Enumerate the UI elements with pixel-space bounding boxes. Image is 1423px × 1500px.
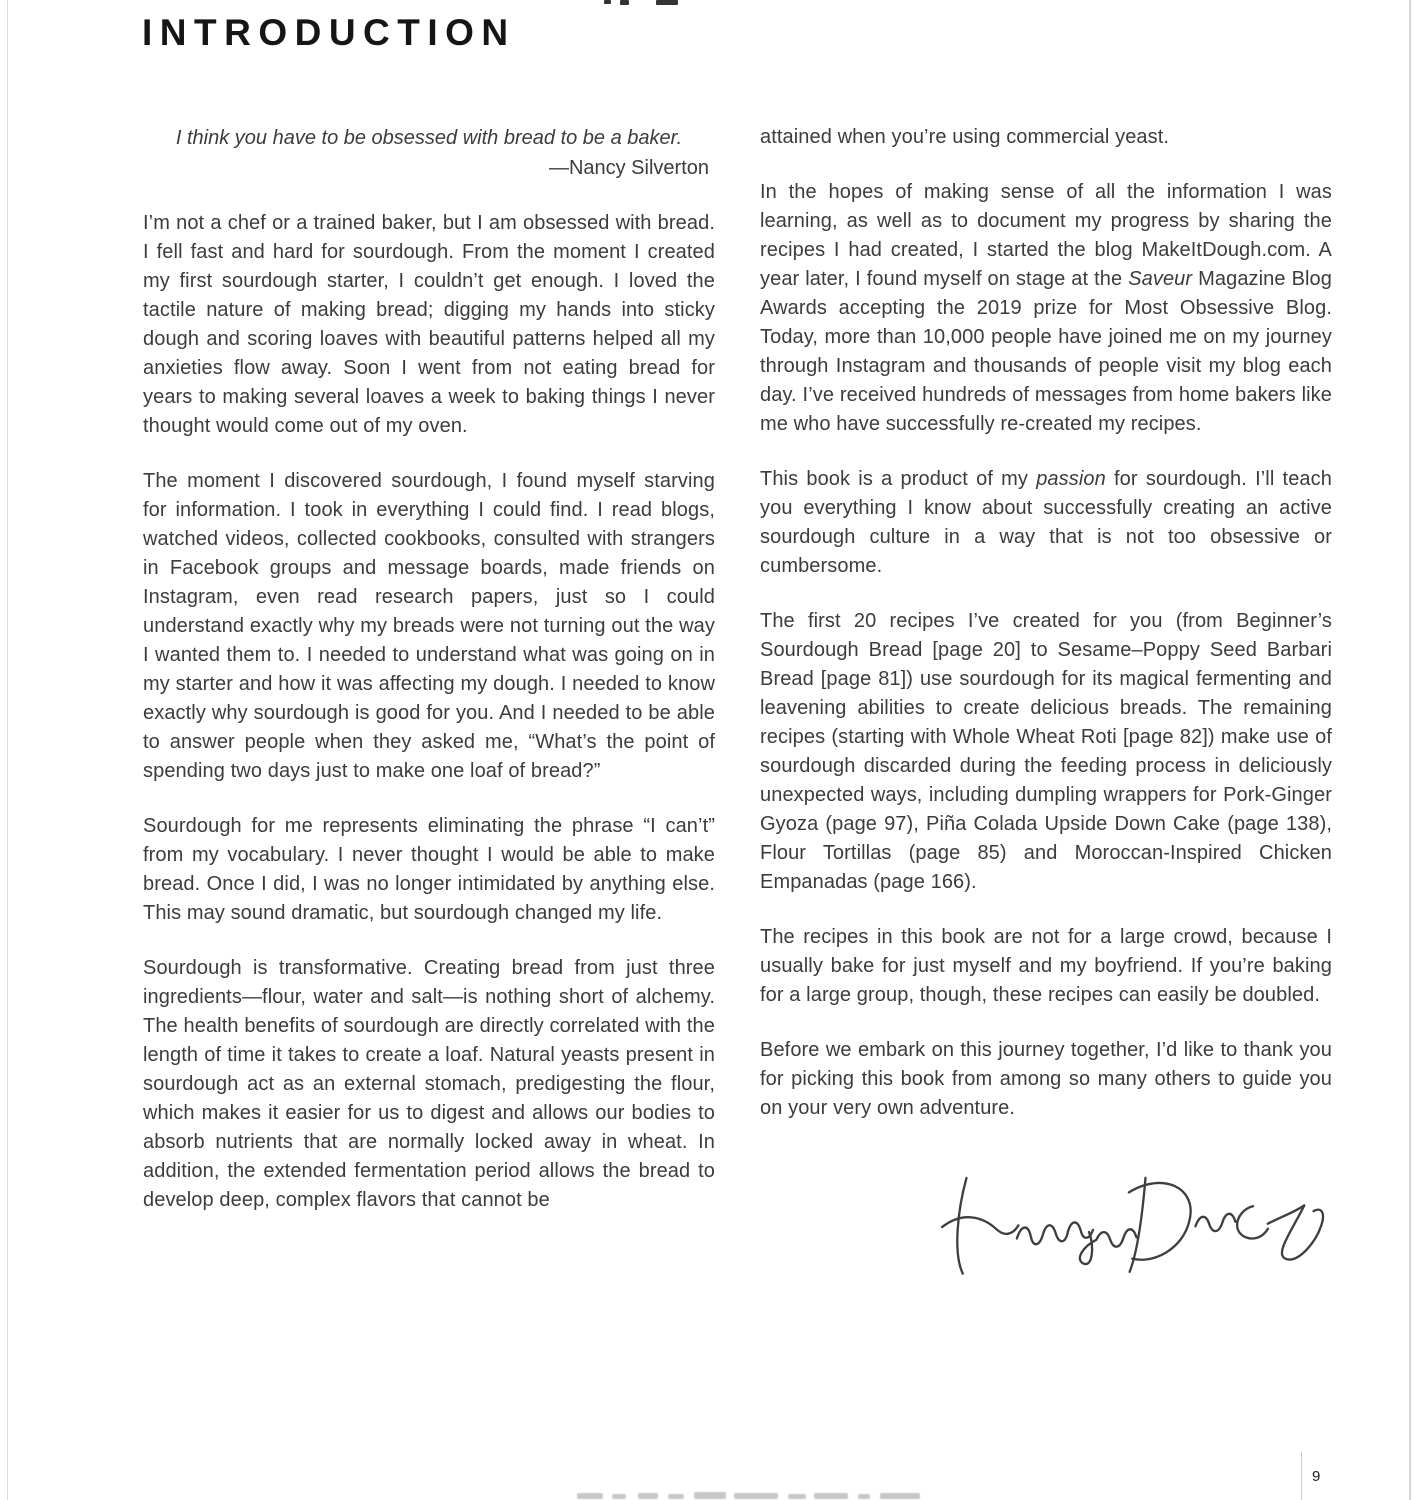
page-edge-left xyxy=(7,0,8,1500)
cropped-text-fragment xyxy=(620,0,629,5)
body-paragraph xyxy=(143,467,715,786)
cropped-footer-fragment xyxy=(612,1494,626,1499)
footer-rule xyxy=(1301,1452,1302,1500)
body-paragraph xyxy=(760,923,1332,1010)
cropped-footer-fragment xyxy=(858,1494,870,1499)
cropped-footer-fragment xyxy=(577,1493,603,1499)
text-run: Sourdough is transformative. Creating bread from just three ingredients—flour, water and salt—is nothing short of alchemy. The health benefits of sourdough are directly correlated with the length of time it takes to create a loaf. Natural yeasts present in sourdough act as an external stomach, predigesting the flour, which makes it easier for us to digest and allows our bodies to absorb nutrients that are normally locked away in wheat. In addition, the extended fermentation period allows the bread to develop deep, complex flavors that cannot be xyxy=(143,957,715,1211)
cropped-text-fragment xyxy=(656,0,678,5)
left-column xyxy=(143,123,715,1241)
right-column-paragraphs xyxy=(760,123,1332,1123)
text-run: The moment I discovered sourdough, I found myself starving for information. I took in everything I could find. I read blogs, watched videos, collected cookbooks, consulted with strangers in Facebook groups and message boards, made friends on Instagram, even read research papers, just so I could understand exactly why my breads were not turning out the way I wanted them to. I needed to understand what was going on in my starter and how it was affecting my dough. I needed to know exactly why sourdough is good for you. And I needed to be able to answer people when they asked me, “What’s the point of spending two days just to make one loaf of bread?” xyxy=(143,470,715,782)
cropped-footer-fragment xyxy=(734,1493,778,1499)
text-run: attained when you’re using commercial yeast. xyxy=(760,126,1170,148)
left-column-paragraphs xyxy=(143,209,715,1215)
right-column xyxy=(760,123,1332,1283)
italic-text-run: passion xyxy=(1036,468,1106,490)
cropped-footer-fragment xyxy=(694,1492,726,1499)
text-run: I’m not a chef or a trained baker, but I am obsessed with bread. I fell fast and hard for sourdough. From the moment I created my first sourdough starter, I couldn’t get enough. I loved the tactile nature of making bread; digging my hands into sticky dough and scoring loaves with beautiful patterns helped all my anxieties flow away. Soon I went from not eating bread for years to making several loaves a week to baking things I never thought would come out of my oven. xyxy=(143,212,715,437)
text-run: The first 20 recipes I’ve created for you (from Beginner’s Sourdough Bread [page 20] to Sesame–Poppy Seed Barbari Bread [page 81]) use sourdough for its magical fermenting and leavening abilities to create delicious breads. The remaining recipes (starting with Whole Wheat Roti [page 82]) make use of sourdough discarded during the feeding process in deliciously unexpected ways, including dumpling wrappers for Pork-Ginger Gyoza (page 97), Piña Colada Upside Down Cake (page 138), Flour Tortillas (page 85) and Moroccan-Inspired Chicken Empanadas (page 166). xyxy=(760,610,1332,893)
body-paragraph xyxy=(760,607,1332,897)
body-paragraph xyxy=(760,1036,1332,1123)
cropped-footer-fragment xyxy=(814,1493,848,1499)
page-edge-right xyxy=(1409,0,1411,1500)
text-run: Before we embark on this journey together, I’d like to thank you for picking this book from among so many others to guide you on your very own adventure. xyxy=(760,1039,1332,1119)
italic-text-run: Saveur xyxy=(1128,268,1193,290)
body-paragraph xyxy=(143,954,715,1215)
body-paragraph xyxy=(760,178,1332,439)
body-paragraph xyxy=(143,209,715,441)
body-paragraph xyxy=(760,123,1332,152)
cropped-text-fragment xyxy=(604,0,611,4)
text-run: Magazine Blog Awards accepting the 2019 prize for Most Obsessive Blog. Today, more than 10,000 people have joined me on my journey through Instagram and thousands of people visit my blog each day. I’ve received hundreds of messages from home bakers like me who have successfully re-created my recipes. xyxy=(760,268,1333,435)
text-run: for sourdough. I’ll teach you everything I know about successfully creating an active sourdough culture in a way that is not too obsessive or cumbersome. xyxy=(760,468,1332,577)
page-title: INTRODUCTION xyxy=(142,12,516,53)
body-paragraph xyxy=(760,465,1332,581)
page-number: 9 xyxy=(1312,1468,1321,1485)
cropped-footer-fragment xyxy=(880,1493,920,1499)
text-run: The recipes in this book are not for a large crowd, because I usually bake for just myself and my boyfriend. If you’re baking for a large group, though, these recipes can easily be doubled. xyxy=(760,926,1332,1006)
text-run: This book is a product of my xyxy=(760,468,1037,490)
author-signature xyxy=(928,1158,1334,1290)
signature-block xyxy=(760,1165,1332,1283)
cropped-footer-fragment xyxy=(788,1494,806,1499)
text-run: Sourdough for me represents eliminating the phrase “I can’t” from my vocabulary. I never thought I would be able to make bread. Once I did, I was no longer intimidated by anything else. This may sound dramatic, but sourdough changed my life. xyxy=(143,815,715,924)
cropped-footer-fragment xyxy=(638,1493,658,1499)
epigraph-quote: I think you have to be obsessed with bread to be a baker. xyxy=(175,127,683,149)
epigraph-attribution: —Nancy Silverton xyxy=(548,157,709,179)
cropped-footer-fragment xyxy=(668,1494,684,1499)
epigraph xyxy=(143,123,715,183)
text-run: In the hopes of making sense of all the information I was learning, as well as to document my progress by sharing the recipes I had created, I started the blog MakeItDough.com. A year later, I found myself on stage at the xyxy=(760,181,1332,290)
body-paragraph xyxy=(143,812,715,928)
